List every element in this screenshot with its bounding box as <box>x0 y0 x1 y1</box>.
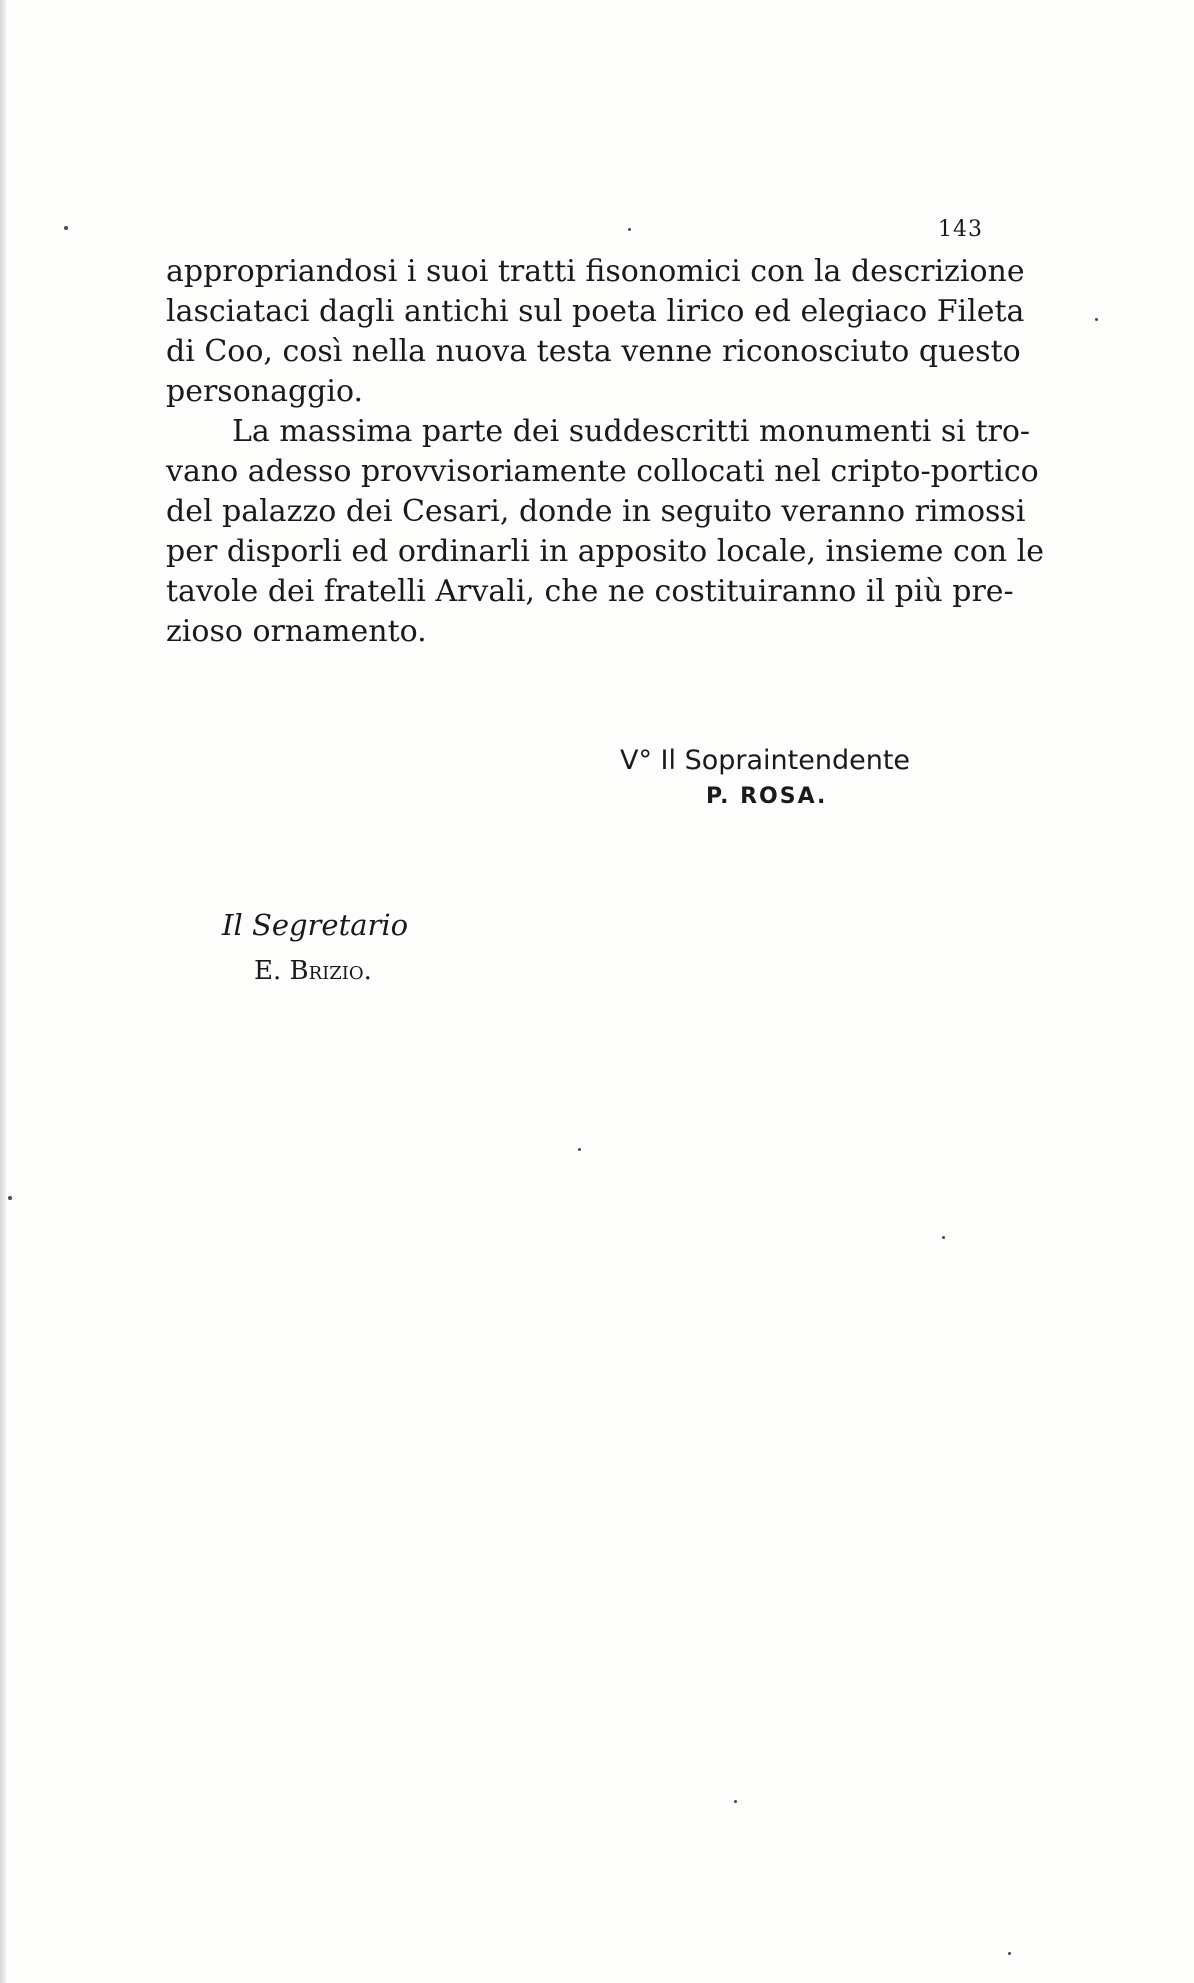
body-paragraph <box>166 252 1045 652</box>
secretary-title: Il Segretario <box>222 908 409 942</box>
scan-speck <box>64 226 68 230</box>
scan-speck <box>1095 318 1098 321</box>
text-line: La massima parte dei suddescritti monumenti si tro- <box>232 414 1031 449</box>
text-line: appropriandosi i suoi tratti fisonomici con la descrizione <box>166 254 1025 289</box>
scan-speck <box>578 1148 581 1151</box>
text-line: zioso ornamento. <box>166 614 427 649</box>
text-line: vano adesso provvisoriamente collocati nel cripto-portico <box>166 454 1039 489</box>
scan-speck <box>8 1196 12 1200</box>
text-line: tavole dei fratelli Arvali, che ne costituiranno il più pre- <box>166 574 1014 609</box>
superintendent-name: P. ROSA. <box>706 784 828 809</box>
superintendent-title: V° Il Sopraintendente <box>620 745 911 776</box>
text-line: per disporli ed ordinarli in apposito locale, insieme con le <box>166 534 1045 569</box>
page-number: 143 <box>938 217 983 242</box>
secretary-name: E. Brizio. <box>254 956 372 986</box>
secretary-signature <box>222 908 522 986</box>
text-line: del palazzo dei Cesari, donde in seguito veranno rimossi <box>166 494 1026 529</box>
scan-speck <box>1008 1952 1011 1955</box>
scan-speck <box>734 1800 737 1803</box>
page-edge-shadow <box>0 0 6 1983</box>
scan-speck <box>628 228 631 231</box>
text-line: lasciataci dagli antichi sul poeta lirico ed elegiaco Fileta <box>166 294 1025 329</box>
text-line: personaggio. <box>166 374 364 409</box>
superintendent-signature <box>620 745 980 809</box>
scan-speck <box>942 1236 945 1239</box>
text-line: di Coo, così nella nuova testa venne riconosciuto questo <box>166 334 1021 369</box>
